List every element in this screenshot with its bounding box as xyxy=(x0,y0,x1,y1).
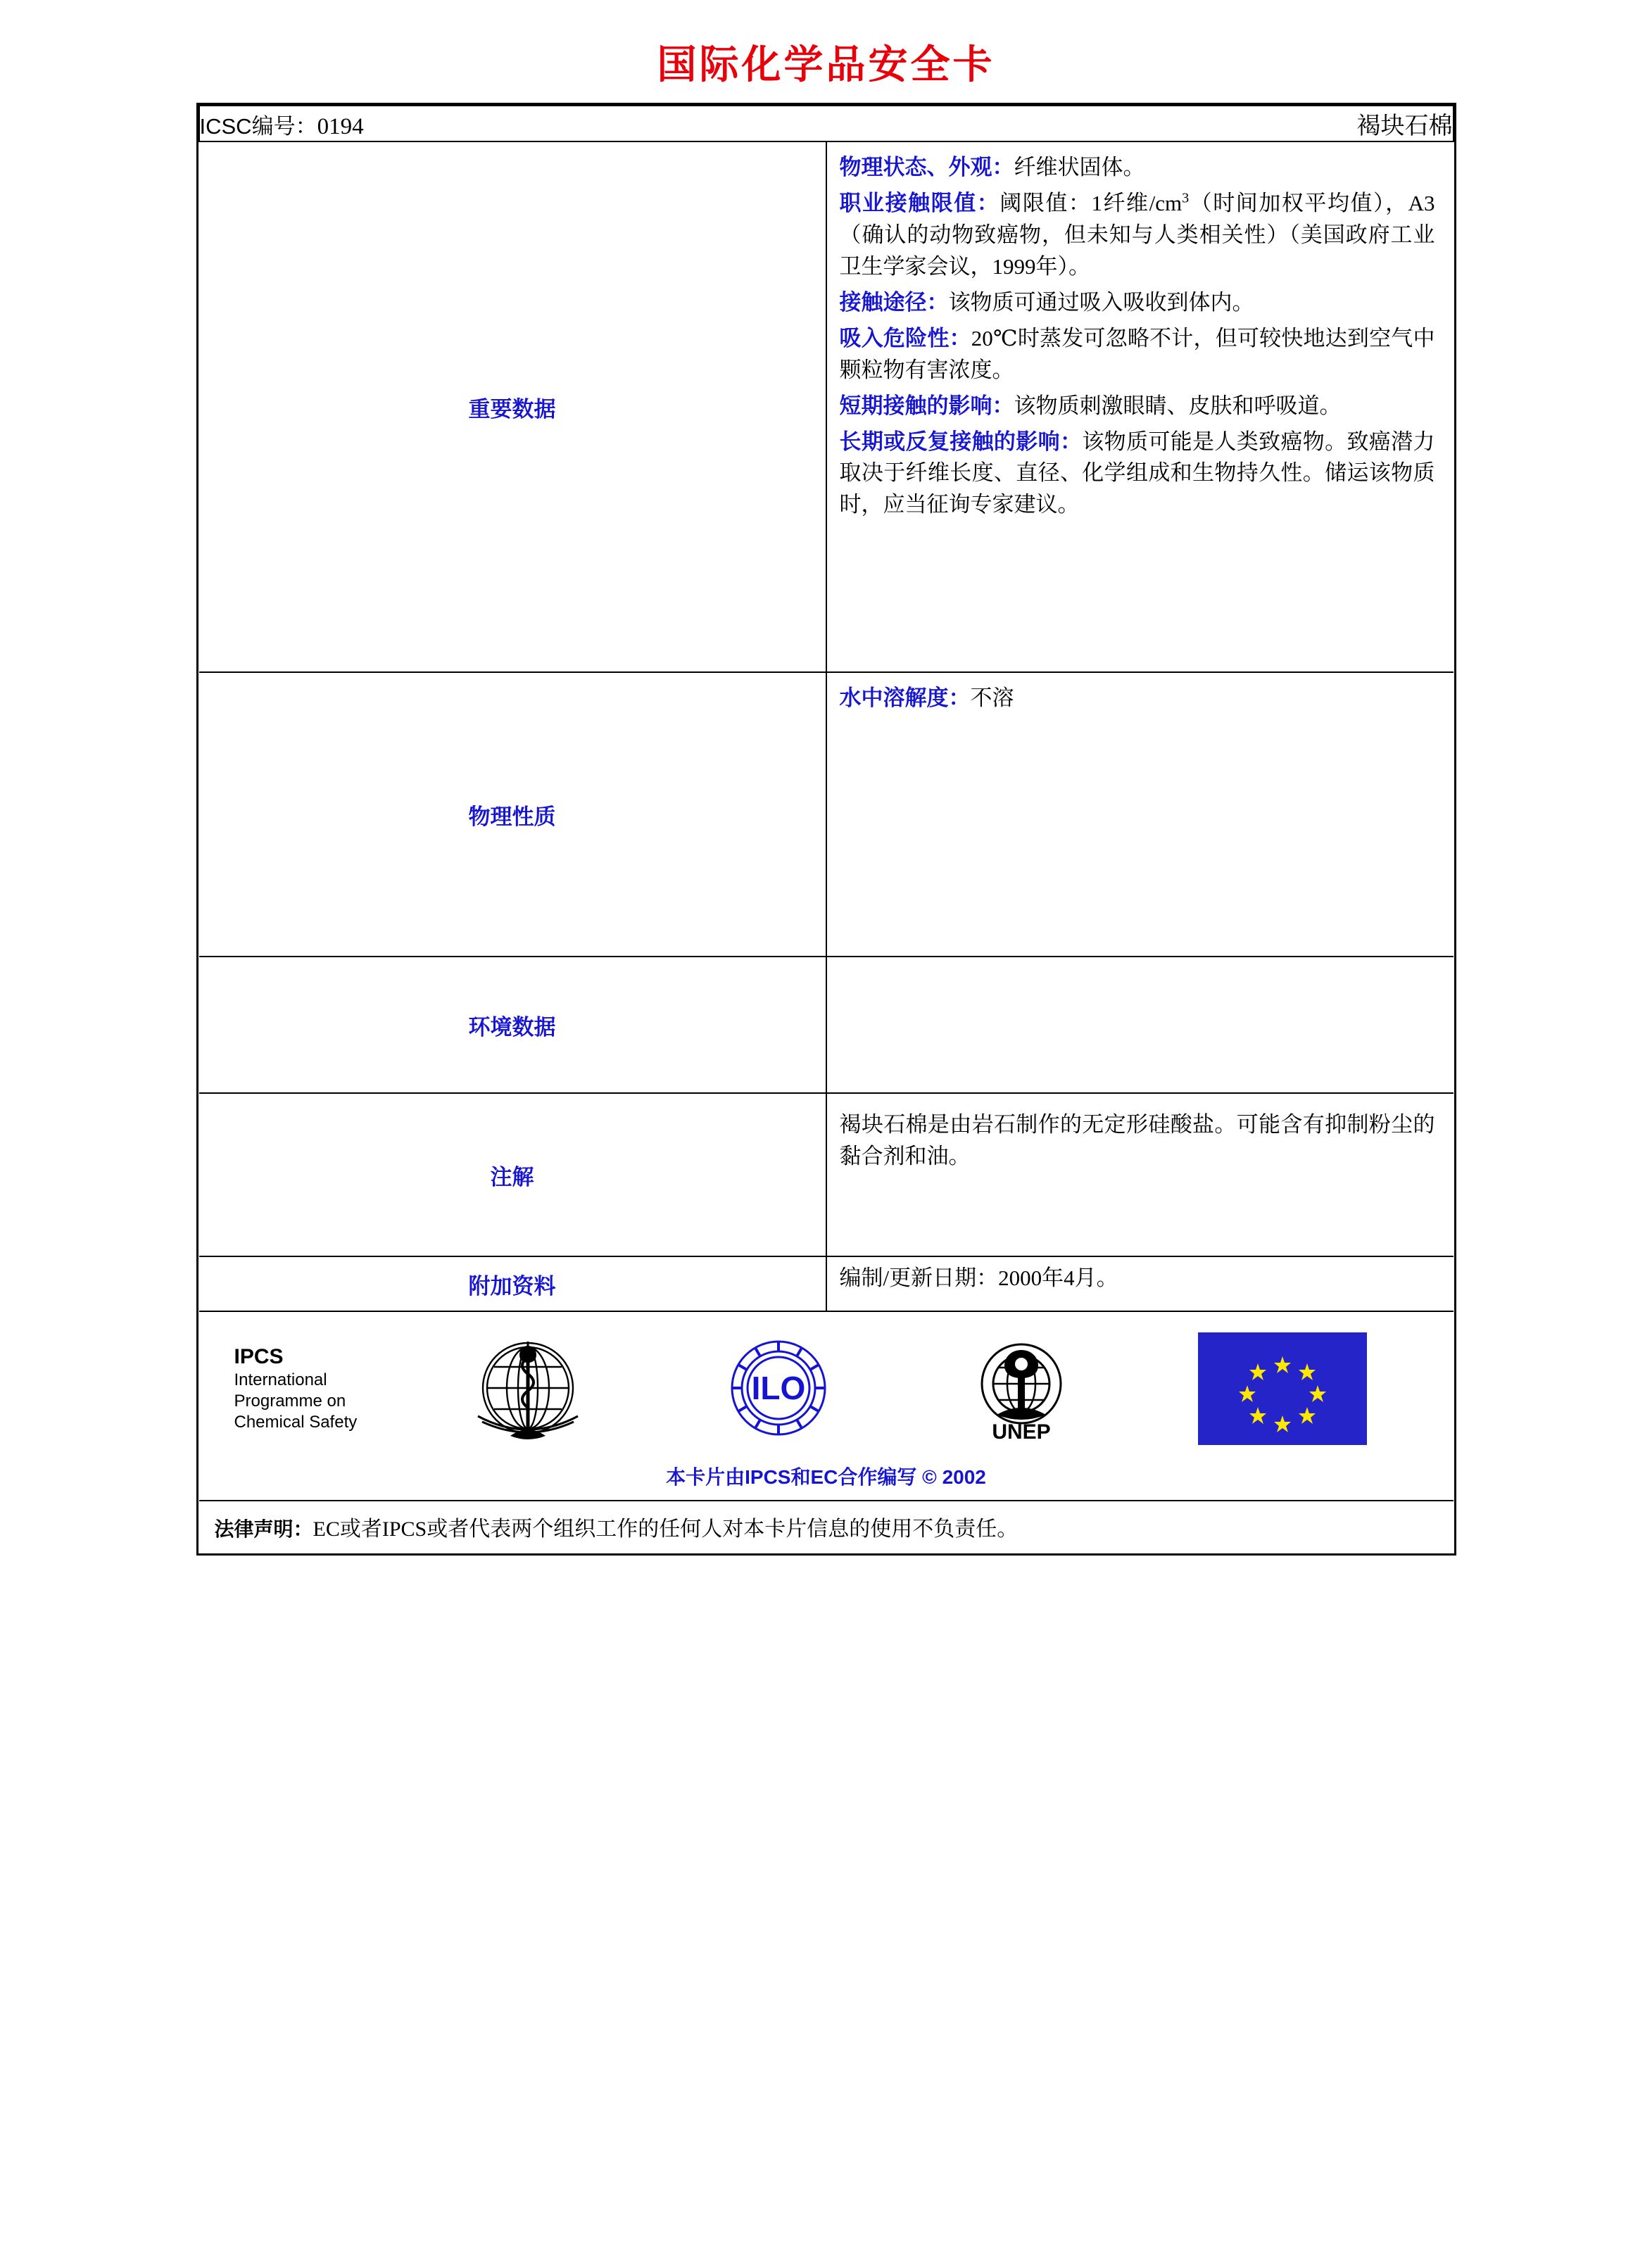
ipcs-acronym: IPCS xyxy=(234,1344,284,1368)
eu-flag-svg xyxy=(1198,1332,1367,1445)
important-item-routes-text: 该物质可通过吸入吸收到体内。 xyxy=(948,289,1254,315)
logo-band xyxy=(199,1312,1454,1458)
important-item-physical-state-text: 纤维状固体。 xyxy=(1014,155,1145,179)
icsc-number-value: 0194 xyxy=(317,114,364,139)
substance-name: 褐块石棉 xyxy=(1356,113,1453,139)
important-item-long-term-text: 该物质可能是人类致癌物。致癌潜力取决于纤维长度、直径、化学组成和生物持久性。储运该物质时，应当征询专家建议。 xyxy=(839,429,1435,517)
important-item-routes xyxy=(840,287,1435,319)
important-item-oel xyxy=(840,188,1435,283)
important-item-inhalation-risk-text: 20℃时蒸发可忽略不计，但可较快地达到空气中颗粒物有害浓度。 xyxy=(839,325,1435,382)
who-logo xyxy=(461,1323,595,1453)
row-additional-info xyxy=(199,1256,1454,1311)
ipcs-line-1: International xyxy=(234,1370,327,1390)
ipcs-line-2: Programme on xyxy=(234,1392,346,1411)
label-environmental-data-text: 环境数据 xyxy=(468,1014,556,1040)
ipcs-block xyxy=(227,1344,403,1434)
credit-copyright: © 2002 xyxy=(922,1466,986,1488)
row-important-data xyxy=(199,141,1454,672)
important-item-short-term-key: 短期接触的影响： xyxy=(839,393,1014,418)
label-important-data-text: 重要数据 xyxy=(468,396,556,422)
unep-logo-svg xyxy=(961,1336,1081,1441)
important-item-oel-text: 阈限值：1纤维$/cm^3$（时间加权平均值），A3（确认的动物致癌物，但未知与人类相关性）（美国政府工业卫生学家会议，1999年）。 xyxy=(839,190,1435,279)
important-item-inhalation-risk xyxy=(840,323,1435,386)
important-item-short-term-text: 该物质刺激眼睛、皮肤和呼吸道。 xyxy=(1014,393,1342,418)
icsc-table xyxy=(198,105,1454,1553)
legal-cell xyxy=(199,1501,1454,1553)
legal-text: EC或者IPCS或者代表两个组织工作的任何人对本卡片信息的使用不负责任。 xyxy=(313,1518,1019,1541)
additional-info-text: 编制/更新日期：2000年4月。 xyxy=(839,1266,1118,1290)
icsc-number-label: ICSC编号： xyxy=(199,114,317,139)
card-header-cell xyxy=(199,106,1454,141)
row-legal xyxy=(199,1501,1454,1553)
row-environmental-data xyxy=(199,957,1454,1093)
physical-item-solubility-key: 水中溶解度： xyxy=(839,686,971,710)
unep-caption: UNEP xyxy=(992,1420,1051,1441)
label-notes-text: 注解 xyxy=(490,1164,534,1190)
eu-flag xyxy=(1198,1332,1367,1445)
card-header-row xyxy=(199,106,1454,141)
page-title: 国际化学品安全卡 xyxy=(657,42,995,87)
row-physical-properties xyxy=(199,672,1454,957)
ipcs-line-3: Chemical Safety xyxy=(234,1413,358,1432)
physical-item-solubility-text: 不溶 xyxy=(970,686,1014,710)
content-additional-info xyxy=(826,1256,1454,1311)
credit-line xyxy=(199,1458,1454,1500)
physical-item-solubility xyxy=(840,683,1435,714)
row-notes xyxy=(199,1093,1454,1256)
content-environmental-data xyxy=(826,957,1454,1093)
content-physical-properties xyxy=(826,672,1454,957)
important-item-long-term xyxy=(840,427,1435,522)
label-additional-info xyxy=(199,1256,826,1311)
icsc-number-group xyxy=(200,108,364,140)
label-additional-info-text: 附加资料 xyxy=(468,1273,556,1299)
legal-label: 法律声明： xyxy=(214,1518,313,1540)
important-item-long-term-key: 长期或反复接触的影响： xyxy=(839,429,1083,454)
label-notes xyxy=(199,1093,826,1256)
label-environmental-data xyxy=(199,957,826,1093)
important-item-physical-state xyxy=(840,152,1435,184)
important-item-physical-state-key: 物理状态、外观： xyxy=(839,155,1014,179)
who-logo-svg xyxy=(461,1323,595,1453)
credit-text: 本卡片由IPCS和EC合作编写 xyxy=(666,1466,917,1488)
unep-logo xyxy=(961,1336,1081,1441)
label-important-data xyxy=(199,141,826,672)
important-item-oel-key: 职业接触限值： xyxy=(839,190,1000,215)
footer-logo-cell xyxy=(199,1311,1454,1501)
important-item-inhalation-risk-key: 吸入危险性： xyxy=(839,325,971,351)
svg-text:ILO: ILO xyxy=(751,1370,806,1406)
content-notes xyxy=(826,1093,1454,1256)
ilo-logo xyxy=(712,1323,845,1453)
ilo-logo-svg xyxy=(712,1323,845,1453)
label-physical-properties xyxy=(199,672,826,957)
important-item-short-term xyxy=(840,391,1435,422)
label-physical-properties-text: 物理性质 xyxy=(468,804,556,829)
notes-text: 褐块石棉是由岩石制作的无定形硅酸盐。可能含有抑制粉尘的黏合剂和油。 xyxy=(839,1112,1435,1168)
logos-group xyxy=(403,1323,1425,1453)
icsc-card xyxy=(196,103,1456,1556)
important-item-routes-key: 接触途径： xyxy=(839,289,949,315)
content-important-data xyxy=(826,141,1454,672)
row-logos xyxy=(199,1311,1454,1501)
